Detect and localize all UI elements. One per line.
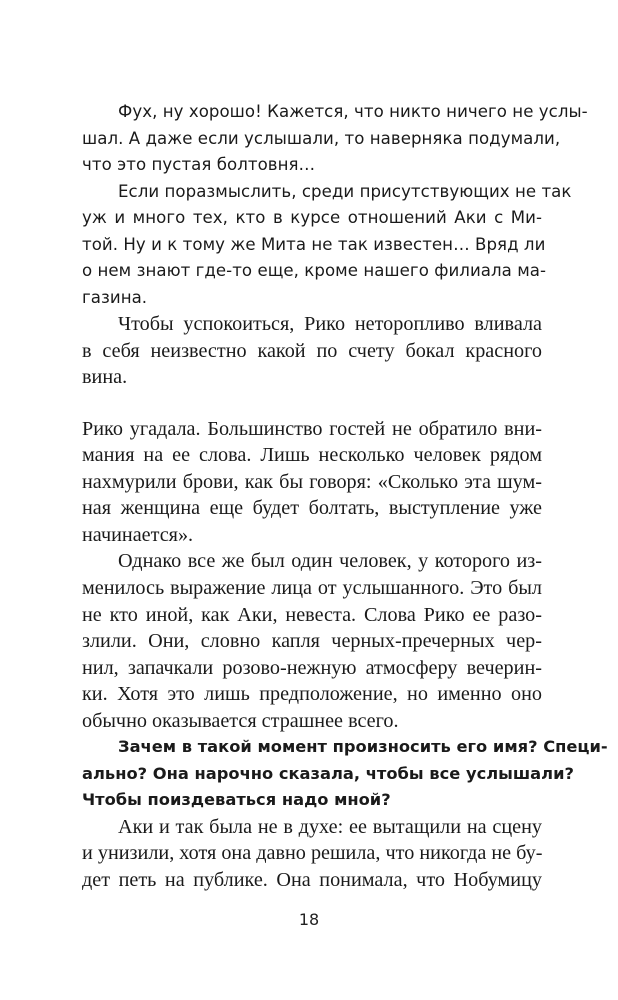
text-line: Аки и так была не в духе: ее вытащили на сцену (118, 815, 542, 838)
text-line: той. Ну и к тому же Мита не так известен… Вряд ли (82, 234, 546, 254)
text-line: газина. (82, 287, 148, 307)
text-line: и унизили, хотя она давно решила, что никогда не бу- (82, 842, 543, 865)
text-line: Чтобы успокоиться, Рико неторопливо вливала (118, 313, 542, 336)
text-line: в себя неизвестно какой по счету бокал красного (82, 339, 542, 362)
text-line: злили. Они, словно капля черных-пречерных чер- (82, 630, 542, 653)
text-line: обычно оказывается страшнее всего. (82, 709, 399, 732)
page-number: 18 (298, 910, 320, 929)
text-line: уж и много тех, кто в курсе отношений Аки с Ми- (82, 208, 542, 228)
text-line: менилось выражение лица от услышанного. Это был (82, 577, 542, 600)
text-line: вина. (82, 366, 128, 389)
text-line: Однако все же был один человек, у которого из- (118, 550, 542, 573)
text-line: ки. Хотя это лишь предположение, но именно оно (82, 683, 542, 706)
text-line: нил, запачкали розово-нежную атмосферу вечерин- (82, 656, 542, 679)
text-line: Если поразмыслить, среди присутствующих не так (118, 181, 572, 201)
text-line: ально? Она нарочно сказала, чтобы все услышали? (82, 763, 574, 783)
text-line: не кто иной, как Аки, невеста. Слова Рико ее разо- (82, 603, 542, 626)
text-line: о нем знают где-то еще, кроме нашего филиала ма- (82, 261, 547, 281)
text-line: Рико угадала. Большинство гостей не обратило вни- (82, 417, 542, 440)
text-line: дет петь на публике. Она понимала, что Нобумицу (82, 869, 542, 891)
text-line: что это пустая болтовня… (82, 155, 316, 175)
text-line: Зачем в такой момент произносить его имя? Специ- (118, 737, 608, 757)
text-line: мания на ее слова. Лишь несколько человек рядом (82, 444, 542, 467)
text-line: нахмурили брови, как бы говоря: «Сколько эта шум- (82, 470, 542, 493)
text-line: шал. А даже если услышали, то наверняка подумали, (82, 128, 561, 148)
text-line: начинается». (82, 523, 194, 546)
text-line: ная женщина еще будет болтать, выступление уже (82, 497, 542, 520)
text-line: Фух, ну хорошо! Кажется, что никто ничего не услы- (118, 102, 588, 121)
text-line: Чтобы поиздеваться надо мной? (82, 790, 391, 810)
